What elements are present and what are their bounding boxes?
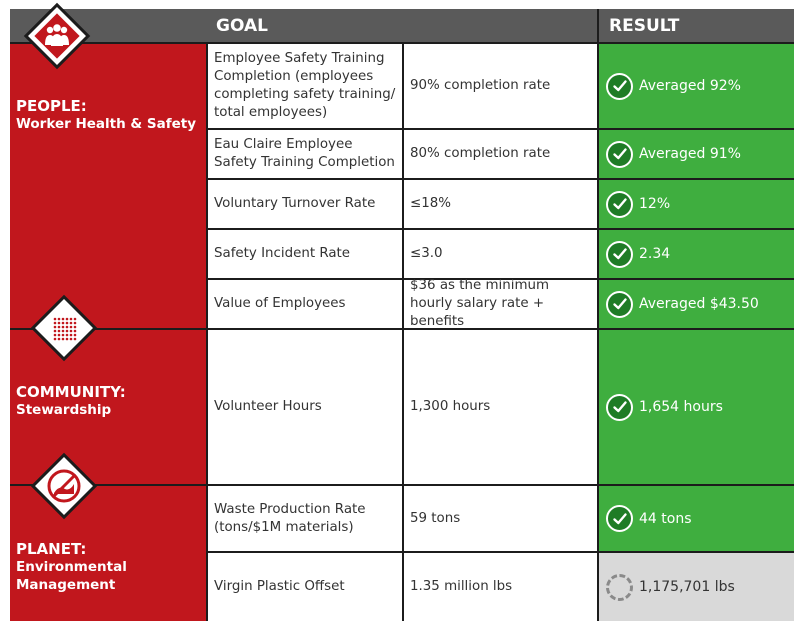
check-icon	[606, 141, 633, 168]
result-value: Averaged 92%	[639, 78, 741, 94]
result-cell	[599, 180, 794, 228]
dot-grid-icon	[29, 293, 99, 363]
category-subtitle: Stewardship	[16, 402, 112, 418]
target-cell: 59 tons	[404, 486, 597, 551]
result-cell	[599, 230, 794, 278]
category-subtitle-line: Management	[16, 577, 116, 593]
target-cell: ≤3.0	[404, 230, 597, 278]
result-value: 1,175,701 lbs	[639, 579, 735, 595]
metric-cell: Employee Safety Training Completion (employees completing safety training/ total employees)	[208, 44, 402, 128]
target-cell: 1,300 hours	[404, 330, 597, 484]
metric-cell: Eau Claire Employee Safety Training Completion	[208, 130, 402, 178]
category-title: PEOPLE:	[16, 97, 87, 115]
category-people-cell	[10, 44, 206, 328]
check-icon	[606, 505, 633, 532]
check-icon	[606, 73, 633, 100]
result-header: RESULT	[599, 9, 794, 42]
goals-results-table	[10, 9, 794, 621]
result-cell	[599, 130, 794, 178]
result-cell	[599, 280, 794, 328]
category-subtitle-line: Environmental	[16, 559, 127, 575]
result-value: 12%	[639, 196, 671, 212]
metric-cell: Safety Incident Rate	[208, 230, 402, 278]
result-value: 2.34	[639, 246, 671, 262]
target-cell: 1.35 million lbs	[404, 553, 597, 621]
people-icon	[22, 1, 92, 71]
result-cell	[599, 553, 794, 621]
no-plastic-icon	[29, 451, 99, 521]
result-cell	[599, 486, 794, 551]
result-value: Averaged $43.50	[639, 296, 759, 312]
in-progress-icon	[606, 574, 633, 601]
category-people-label	[16, 97, 196, 133]
category-title: COMMUNITY:	[16, 383, 126, 401]
target-cell: 90% completion rate	[404, 44, 597, 128]
metric-cell: Volunteer Hours	[208, 330, 402, 484]
metric-cell: Voluntary Turnover Rate	[208, 180, 402, 228]
category-title: PLANET:	[16, 540, 87, 558]
category-community-label	[16, 383, 126, 419]
goal-header: GOAL	[206, 9, 597, 42]
check-icon	[606, 191, 633, 218]
result-cell	[599, 330, 794, 484]
metric-cell: Virgin Plastic Offset	[208, 553, 402, 621]
result-value: 1,654 hours	[639, 399, 723, 415]
target-cell: ≤18%	[404, 180, 597, 228]
category-planet-label	[16, 540, 127, 594]
metric-cell: Value of Employees	[208, 280, 402, 328]
result-value: 44 tons	[639, 510, 692, 527]
metric-cell: Waste Production Rate (tons/$1M materials)	[208, 486, 402, 551]
check-icon	[606, 291, 633, 318]
check-icon	[606, 394, 633, 421]
check-icon	[606, 241, 633, 268]
result-value: Averaged 91%	[639, 146, 741, 162]
result-cell	[599, 44, 794, 128]
target-cell: $36 as the minimum hourly salary rate + benefits	[404, 280, 597, 328]
category-subtitle: Worker Health & Safety	[16, 116, 197, 132]
target-cell: 80% completion rate	[404, 130, 597, 178]
